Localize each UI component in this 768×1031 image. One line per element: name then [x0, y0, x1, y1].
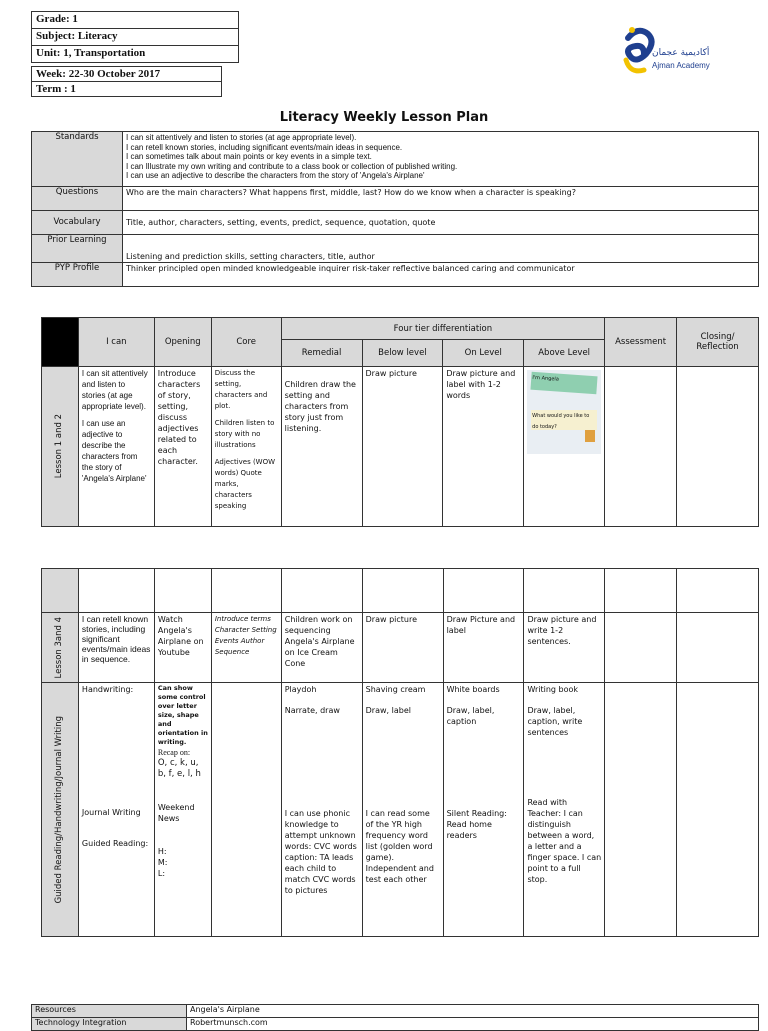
card-question: What would you like to do today?: [531, 410, 597, 430]
lesson-1-2-assessment: [605, 367, 677, 527]
guided-group-h: H:: [157, 847, 167, 856]
standard-item: I can retell known stories, including significant events/main ideas in sequence.: [126, 142, 403, 152]
lesson-1-2-on: Draw picture and label with 1-2 words: [443, 367, 524, 527]
blank-cell: [443, 569, 524, 613]
on-item: White boards: [446, 685, 500, 694]
on-item: Draw, label, caption: [446, 706, 495, 726]
lesson-1-2-i-can: [78, 367, 154, 527]
lesson-1-2-below: Draw picture: [362, 367, 443, 527]
standard-item: I can sit attentively and listen to stories (at age appropriate level).: [126, 133, 357, 142]
blank-cell: [362, 569, 443, 613]
lesson-1-2-core: [211, 367, 281, 527]
lesson-3-4-opening: Watch Angela's Airplane on Youtube: [154, 613, 211, 683]
lesson-1-2-above: [524, 367, 605, 527]
questions-label: Questions: [32, 187, 123, 211]
week-info-box: [31, 66, 222, 97]
below-item: Draw, label: [365, 706, 411, 715]
page-title: Literacy Weekly Lesson Plan: [279, 110, 489, 125]
guided-core-cell: [211, 683, 281, 937]
blank-cell: [605, 569, 677, 613]
core-item: Children listen to story with no illustrations: [214, 419, 275, 449]
worksheet-thumbnail: [527, 370, 601, 454]
unit-text: Unit: 1, Transportation: [32, 46, 239, 63]
pyp-profile-label: PYP Profile: [32, 263, 123, 287]
below-item: I can read some of the YR high frequency word list (golden word game). Independent and test each other: [365, 809, 434, 884]
remedial-item: Narrate, draw: [284, 706, 340, 715]
header-i-can: I can: [78, 318, 154, 367]
guided-on-cell: [443, 683, 524, 937]
lesson-1-2-remedial: Children draw the setting and characters from story just from listening.: [281, 367, 362, 527]
lesson-3-4-below: Draw picture: [362, 613, 443, 683]
blank-cell: [78, 569, 154, 613]
i-can-item: I can use an adjective to describe the characters from the story of 'Angela's Airplane': [81, 419, 147, 483]
lesson-3-4-on: Draw Picture and label: [443, 613, 524, 683]
lesson-3-4-closing: [677, 613, 759, 683]
prior-learning-label: Prior Learning: [32, 235, 123, 263]
standard-item: I can sometimes talk about main points or key events in a simple text.: [126, 152, 372, 161]
week-text: Week: 22-30 October 2017: [32, 67, 222, 82]
lesson-plan-table-1: [41, 317, 759, 527]
lesson-3-4-i-can: I can retell known stories, including significant events/main ideas in sequence.: [78, 613, 154, 683]
standards-label: Standards: [32, 132, 123, 187]
technology-label: Technology Integration: [32, 1018, 187, 1031]
technology-value: Robertmunsch.com: [187, 1018, 759, 1031]
core-item: Discuss the setting, characters and plot.: [214, 369, 268, 410]
blank-cell: [677, 569, 759, 613]
guided-opening-cell: [154, 683, 211, 937]
blank-cell: [42, 569, 79, 613]
header-opening: Opening: [154, 318, 211, 367]
above-item: Writing book: [527, 685, 579, 694]
standard-item: I can use an adjective to describe the characters from the story of 'Angela's Airplane': [126, 171, 425, 180]
remedial-item: Playdoh: [284, 685, 317, 694]
lesson-1-2-label: Lesson 1 and 2: [54, 414, 65, 479]
prior-learning-value: Listening and prediction skills, setting characters, title, author: [123, 235, 759, 263]
lesson-3-4-remedial: Children work on sequencing Angela's Airplane on Ice Cream Cone: [281, 613, 362, 683]
lesson-1-2-opening: Introduce characters of story, setting, discuss adjectives related to each character.: [154, 367, 211, 527]
above-item: Read with Teacher: I can distinguish between a word, a letter and a finger space. I can point to a full stop.: [527, 798, 602, 884]
header-assessment: Assessment: [605, 318, 677, 367]
header-core: Core: [211, 318, 281, 367]
header-above-level: Above Level: [524, 340, 605, 367]
header-four-tier: Four tier differentiation: [281, 318, 605, 340]
card-im-angela: I'm Angela: [531, 372, 598, 395]
resources-table: [31, 1004, 759, 1031]
lesson-plan-table-2: [41, 568, 759, 937]
header-below-level: Below level: [362, 340, 443, 367]
questions-value: Who are the main characters? What happens first, middle, last? How do we know when a character is speaking?: [123, 187, 759, 211]
header-on-level: On Level: [443, 340, 524, 367]
corner-cell: [42, 318, 79, 367]
lesson-3-4-core: Introduce terms Character Setting Events Author Sequence: [211, 613, 281, 683]
guided-reading-label: Guided Reading:: [81, 839, 149, 848]
logo-english-text: Ajman Academy: [652, 61, 710, 70]
blank-cell: [281, 569, 362, 613]
lesson-3-4-label-cell: [42, 613, 79, 683]
blank-cell: [211, 569, 281, 613]
guided-below-cell: [362, 683, 443, 937]
pyp-profile-value: Thinker principled open minded knowledgeable inquirer risk-taker reflective balanced caring and communicator: [123, 263, 759, 287]
below-item: Shaving cream: [365, 685, 426, 694]
on-item: Silent Reading: Read home readers: [446, 809, 507, 840]
header-remedial: Remedial: [281, 340, 362, 367]
remedial-item: I can use phonic knowledge to attempt unknown words: CVC words caption: TA leads each child to match CVC words to pictures: [284, 809, 357, 895]
card-sticker: [585, 430, 595, 442]
i-can-item: I can sit attentively and listen to stories (at age appropriate level).: [81, 369, 148, 411]
handwriting-label: Handwriting:: [81, 685, 134, 694]
ajman-academy-logo: [618, 24, 728, 84]
guided-assessment-cell: [605, 683, 677, 937]
guided-above-cell: [524, 683, 605, 937]
subject-text: Subject: Literacy: [32, 29, 239, 46]
resources-value: Angela's Airplane: [187, 1005, 759, 1018]
core-item: Adjectives (WOW words) Quote marks, characters speaking: [214, 458, 276, 510]
blank-cell: [154, 569, 211, 613]
term-text: Term : 1: [32, 82, 222, 97]
guided-group-m: M:: [157, 858, 168, 867]
standards-cell: [123, 132, 759, 187]
guided-group-l: L:: [157, 869, 166, 878]
guided-label-cell: [42, 683, 79, 937]
handwriting-text: Can show some control over letter size, shape and orientation in writing.: [157, 684, 208, 746]
header-closing: Closing/ Reflection: [677, 318, 759, 367]
blank-cell: [524, 569, 605, 613]
standard-item: I can Illustrate my own writing and contribute to a class book or collection of published writing.: [126, 161, 458, 171]
lesson-1-2-label-cell: [42, 367, 79, 527]
logo-arabic-text: أكاديمية عجمان: [652, 48, 710, 58]
journal-text: Weekend News: [157, 803, 195, 823]
course-info-box: [31, 11, 239, 63]
guided-label: Guided Reading/Handwriting/Journal Writing: [54, 715, 65, 904]
vocabulary-label: Vocabulary: [32, 211, 123, 235]
guided-closing-cell: [677, 683, 759, 937]
standards-table: [31, 131, 759, 287]
guided-remedial-cell: [281, 683, 362, 937]
lesson-1-2-closing: [677, 367, 759, 527]
recap-letters: O, c, k, u, b, f, e, l, h: [157, 758, 201, 779]
lesson-3-4-label: Lesson 3and 4: [54, 616, 65, 679]
above-item: Draw, label, caption, write sentences: [527, 706, 583, 737]
journal-label: Journal Writing: [81, 808, 141, 817]
resources-label: Resources: [32, 1005, 187, 1018]
lesson-3-4-above: Draw picture and write 1-2 sentences.: [524, 613, 605, 683]
vocabulary-value: Title, author, characters, setting, events, predict, sequence, quotation, quote: [123, 211, 759, 235]
recap-label: Recap on:: [157, 748, 191, 757]
grade-text: Grade: 1: [32, 12, 239, 29]
guided-i-can-cell: [78, 683, 154, 937]
lesson-3-4-assessment: [605, 613, 677, 683]
